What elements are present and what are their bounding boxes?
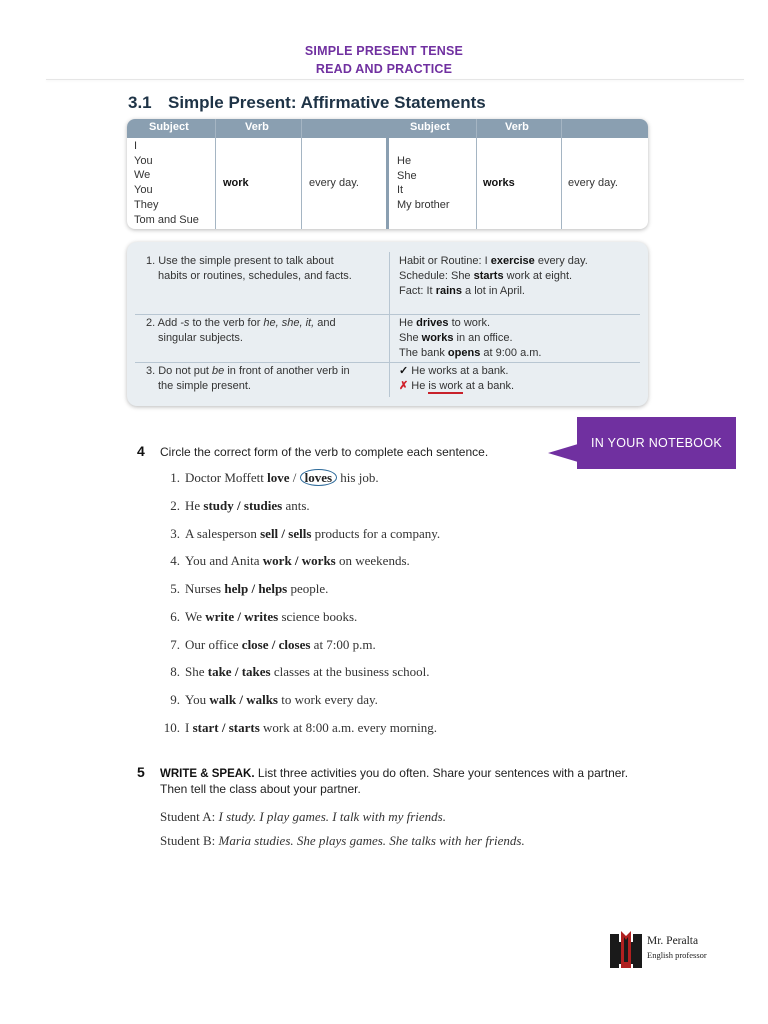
example-correct: ✓ He works at a bank. xyxy=(399,365,509,377)
rules-divider xyxy=(135,362,640,363)
rules-divider xyxy=(135,314,640,315)
example-line: She works in an office. xyxy=(399,332,513,344)
list-item: 6. We write / writes science books. xyxy=(170,609,358,624)
callout-pointer xyxy=(548,444,578,462)
list-item: 9. You walk / walks to work every day. xyxy=(170,692,378,707)
rule-2-text xyxy=(146,316,336,346)
right-verb-cell: works xyxy=(483,177,515,189)
subject-cell: You xyxy=(134,154,153,167)
list-item: 4. You and Anita work / works on weekends. xyxy=(170,553,410,568)
col-divider xyxy=(476,119,477,229)
doc-subtitle: READ AND PRACTICE xyxy=(315,62,453,76)
example-line: The bank opens at 9:00 a.m. xyxy=(399,347,542,359)
exercise-4-number: 4 xyxy=(137,443,145,459)
student-a-example: Student A: I study. I play games. I talk with my friends. xyxy=(160,809,446,824)
section-number: 3.1 xyxy=(128,93,152,112)
rules-divider-vertical xyxy=(389,252,390,397)
rule-1-text xyxy=(146,254,352,284)
col-divider xyxy=(215,119,216,229)
example-line: Fact: It rains a lot in April. xyxy=(399,285,525,297)
col-divider xyxy=(301,119,302,229)
section-heading: Simple Present: Affirmative Statements xyxy=(168,93,486,112)
rule-line: the simple present. xyxy=(158,380,251,392)
list-item: 8. She take / takes classes at the business school. xyxy=(170,664,430,679)
subject-cell: We xyxy=(134,169,151,182)
logo-name: Mr. Peralta xyxy=(647,935,699,947)
list-item: 7. Our office close / closes at 7:00 p.m. xyxy=(170,637,376,652)
left-time-cell: every day. xyxy=(309,177,359,189)
rule-3-text xyxy=(146,364,350,394)
list-item: 5. Nurses help / helps people. xyxy=(170,581,329,596)
usage-rules-box xyxy=(127,242,648,406)
rule-line: habits or routines, schedules, and facts. xyxy=(158,270,352,282)
subject-cell: She xyxy=(397,169,417,182)
example-incorrect: ✗ He is work at a bank. xyxy=(399,380,515,392)
subject-cell: Tom and Sue xyxy=(134,213,199,226)
cross-icon: ✗ xyxy=(399,380,409,392)
example-line: He drives to work. xyxy=(399,317,491,329)
right-time-cell: every day. xyxy=(568,177,618,189)
checkmark-icon: ✓ xyxy=(399,365,409,377)
notebook-callout-label: IN YOUR NOTEBOOK xyxy=(591,436,722,450)
conjugation-table xyxy=(127,119,648,229)
example-line: Habit or Routine: I exercise every day. xyxy=(399,255,588,267)
list-item: 10. I start / starts work at 8:00 a.m. every morning. xyxy=(163,720,438,735)
exercise-5-label: WRITE & SPEAK. xyxy=(160,768,255,780)
doc-title: SIMPLE PRESENT TENSE xyxy=(304,44,464,58)
left-verb-cell: work xyxy=(223,177,249,189)
circled-answer: loves xyxy=(300,469,337,486)
col-header-verb-right: Verb xyxy=(505,121,529,133)
exercise-5-instruction: WRITE & SPEAK. List three activities you do often. Share your sentences with a partner. Then tell the class about your partner. xyxy=(160,766,629,796)
list-item: 1. Doctor Moffett love / loves his job. xyxy=(170,470,379,485)
col-divider-center xyxy=(386,119,389,229)
list-item: 2. He study / studies ants. xyxy=(170,498,310,513)
example-line: Schedule: She starts work at eight. xyxy=(399,270,573,282)
subject-cell: It xyxy=(397,184,404,197)
exercise-5-number: 5 xyxy=(137,764,145,780)
subject-cell: My brother xyxy=(397,199,450,212)
rule-3-examples xyxy=(399,364,514,394)
subject-cell: You xyxy=(134,184,153,197)
subject-cell: They xyxy=(134,198,159,211)
rule-2-examples xyxy=(399,316,541,361)
student-b-example: Student B: Maria studies. She plays games. She talks with her friends. xyxy=(160,833,525,848)
col-header-verb-left: Verb xyxy=(245,121,269,133)
rule-line: singular subjects. xyxy=(158,332,243,344)
section-title xyxy=(128,93,486,113)
col-header-subject-left: Subject xyxy=(149,121,189,133)
list-item: 3. A salesperson sell / sells products for a company. xyxy=(170,526,441,541)
logo-subtitle: English professor xyxy=(647,950,707,960)
col-divider xyxy=(561,119,562,229)
subject-cell: I xyxy=(134,140,138,152)
rule-line: 2. Add -s to the verb for he, she, it, and xyxy=(146,317,336,329)
left-subject-list xyxy=(134,139,199,227)
rule-line: 1. Use the simple present to talk about xyxy=(146,255,334,267)
right-subject-list xyxy=(397,154,450,213)
professor-logo-icon xyxy=(609,928,643,970)
rule-1-examples xyxy=(399,254,588,299)
subject-cell: He xyxy=(397,155,412,167)
exercise-4-instruction: Circle the correct form of the verb to complete each sentence. xyxy=(160,445,489,459)
rule-line: 3. Do not put be in front of another verb in xyxy=(146,365,350,377)
header-divider xyxy=(46,79,744,80)
col-header-subject-right: Subject xyxy=(410,121,450,133)
